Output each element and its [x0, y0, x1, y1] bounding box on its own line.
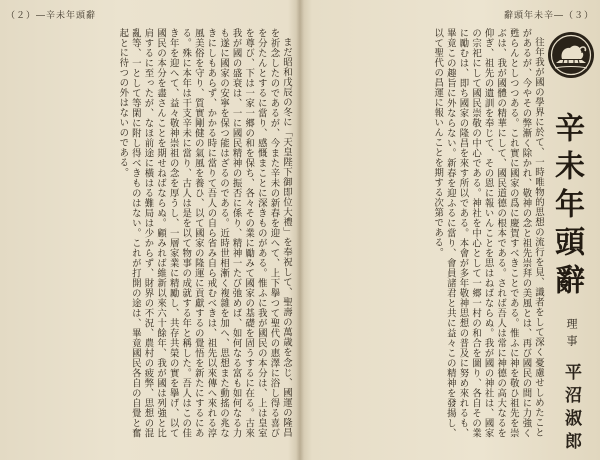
article-title: 辛未年頭辭: [549, 112, 584, 302]
left-running-head: （２）―辛未年頭辭: [6, 11, 97, 21]
sheep-emblem-icon: [546, 30, 596, 80]
author-byline: [559, 318, 584, 455]
author-role: 理事: [565, 318, 578, 352]
right-body-text: [312, 28, 544, 438]
left-page: [0, 0, 296, 460]
right-page: [304, 0, 600, 460]
left-body-paragraph: まだ昭和戊辰の冬に「天皇陛下御即位大禮」を奉祝して、聖壽の萬歳を念じ、國運の隆昌を祈念したのであるが、今また辛未の新春を迎へて、上下擧つて聖代の惠澤に浴し得る喜びを分たんとするに當り、感慨まことに深きものがある。惟ふに我が國民の本分は、上は皇室を尊び、下は一家一郷の和を保ち、各々その業に勵みて國家の基礎を固うするに在る。古來我が國の盛衰は、一に國民精神の振否に係り、精神一たび弛めば、如何なる富も如何なる力も遂に國家の安寧を保つ能はざるのである。近時世相漸く複雜を加へ、思想また動搖の兆なきにしもあらず、かかる時に當りて吾人の自ら省み自ら戒むべきは、祖先以來傳へ來れる淳風美俗を守り、質實剛健の氣風を養ひ、以て國家の隆運に貢獻するの覺悟を新たにするにある。殊に本年は干支辛未に當り、古人は是を以て物事の成就する年と稱した。吾人はこの佳き年を迎へて、益々敬神崇祖の念を厚うし、一層家業に精勵し、共存共榮の實を擧げ、以て國民の本分を盡さんことを期せねばならぬ。顧みれば維新以來六十餘年、我が國は列強と比肩するに至ったが、なほ前途に橫はる難局は少からず、財界の不況、農村の疲弊、思想の混亂等、一として等閑に附し得べきものはない。これが打開の途は、畢竟國民各自の自覺と奮起とに待つの外はないのである。: [117, 28, 292, 438]
book-gutter: [296, 0, 304, 460]
left-body-text: [6, 28, 292, 438]
right-body-paragraph: 往年我が國の學界に於て、一時唯物的思想の流行を見、識者をして深く憂慮せしめたことがあるが、今やその弊漸く除かれ、敬神の念と祖先崇拜の美風とは、再び國民の間に力強く甦らんとしつつある。これ實に國家の爲に慶賀すべきことである。惟ふに神を敬ひ祖先を崇ぶは、我が國體の精華にして、國民道德の根本である。されば吾人は常に神德の高大なるを仰ぎ、祖先の遺訓を奉じて、その恩に報いんことを思はねばならぬ。我が國の神社は、國家の宗祀にして國民崇敬の中心である。神社を中心として一郷一村の和合を圖り、各自その業に勵むは、即ち國家の隆昌を來す所以である。本會が多年敬神思想の普及に努め來れるも、畢竟この趣旨に外ならない。新春を迎ふるに當り、會員諸君と共に益々この精神を發揚し、以て聖代の昌運に報いんことを期する次第である。: [432, 28, 544, 438]
right-running-head: 辭頭年未辛―（３）: [503, 11, 594, 21]
author-name: 平沼淑郎: [561, 363, 581, 456]
sheep-emblem-graphic: [546, 30, 596, 80]
